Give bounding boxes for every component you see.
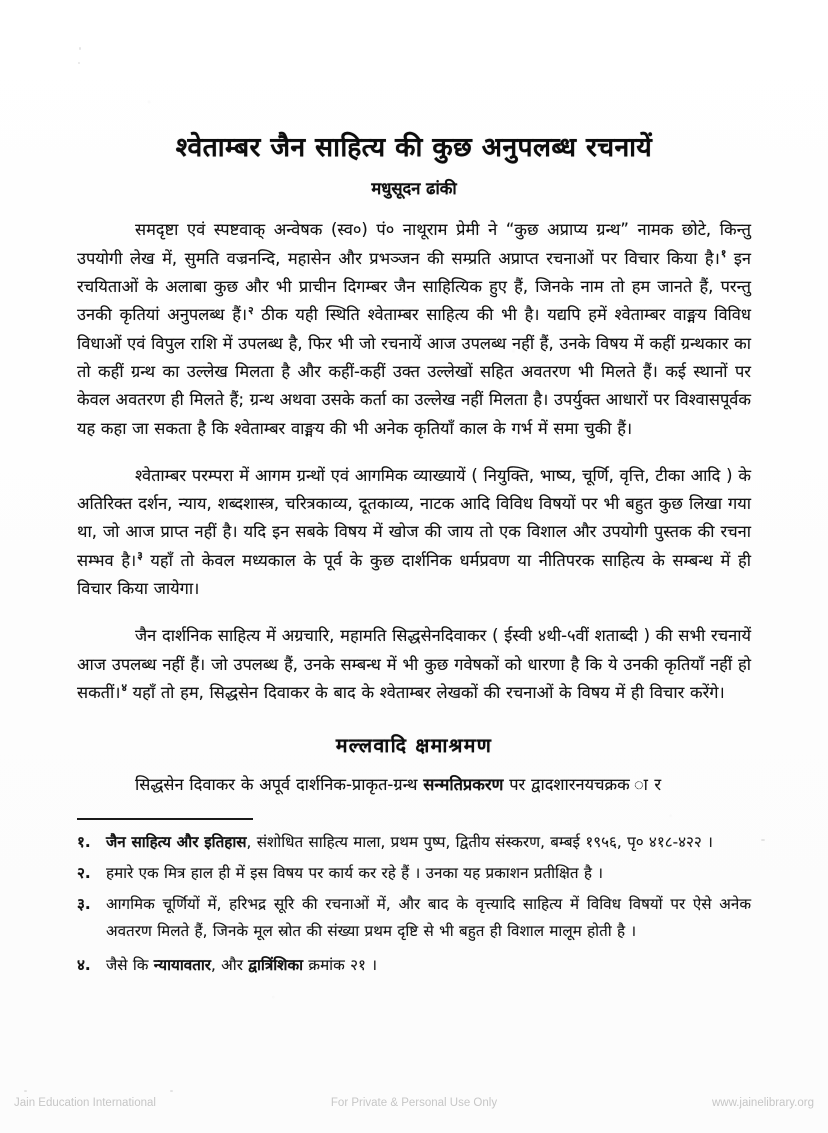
footnote-marker-3[interactable]: ३ — [137, 550, 143, 563]
footnote-4-pre: जैसे कि — [106, 956, 154, 975]
scan-speckle — [761, 839, 765, 841]
paragraph-3 — [77, 622, 751, 707]
footnote-4-mid: , और — [211, 956, 249, 975]
paragraph-3-segment-b: यहाँ तो हम, सिद्धसेन दिवाकर के बाद के श्वेताम्बर लेखकों की रचनाओं के विषय में ही विचार करेंगे। — [126, 682, 725, 702]
paragraph-1-segment-b: इन रचयिताओं के अलाबा कुछ और भी प्राचीन दिगम्बर जैन साहित्यिक हुए हैं, जिनके नाम तो हम जानते हैं, परन्तु उनकी कृतियां अनुपलब्ध हैं। — [77, 248, 751, 325]
footnote-text: हमारे एक मित्र हाल ही में इस विषय पर कार्य कर रहे हैं । उनका यह प्रकाशन प्रतीक्षित है । — [106, 863, 604, 882]
footnote-item-1 — [77, 829, 751, 855]
footnote-number: २. — [77, 863, 91, 882]
footnote-item-4 — [77, 952, 751, 978]
section-paragraph-part1: सिद्धसेन दिवाकर के अपूर्व दार्शनिक-प्राकृत-ग्रन्थ — [135, 775, 424, 795]
section-paragraph — [77, 771, 751, 799]
footnote-number: ३. — [77, 895, 91, 914]
page-title: श्वेताम्बर जैन साहित्य की कुछ अनुपलब्ध रचनायें — [175, 132, 653, 163]
footnote-text — [106, 829, 751, 855]
footnote-4-post: क्रमांक २१ । — [303, 956, 377, 975]
paragraph-2-segment-b: यहाँ तो केवल मध्यकाल के पूर्व के कुछ दार्शनिक धर्मप्रवण या नीतिपरक साहित्य के सम्बन्ध में ही विचार किया जायेगा। — [77, 550, 751, 599]
author-byline: मधुसूदन ढांकी — [371, 179, 457, 199]
section-paragraph-part2: पर द्वादशारनयचक्रक ा र — [503, 775, 662, 795]
section-heading-mallavadi: मल्लवादि क्षमाश्रमण — [335, 734, 493, 758]
footnote-item-2 — [77, 860, 751, 886]
footnote-marker-4[interactable]: ४ — [121, 682, 127, 695]
page-footer — [0, 1097, 828, 1117]
work-title-sanmatiprakarana: सन्मतिप्रकरण — [423, 775, 504, 795]
footnote-marker-2[interactable]: २ — [248, 304, 254, 317]
paragraph-1-segment-c: ठीक यही स्थिति श्वेताम्बर साहित्य की भी है। यद्यपि हमें श्वेताम्बर वाङ्मय विविध विधाओं एवं विपुल राशि में उपलब्ध है, फिर भी जो रचनायें आज उपलब्ध नहीं हैं, उनके विषय में कहीं ग्रन्थकार का तो कहीं ग्रन्थ का उल्लेख मिलता है और कहीं-कहीं उक्त उल्लेखों सहित अवतरण भी मिलते हैं। कई स्थानों पर केवल अवतरण ही मिलते हैं; ग्रन्थ अथवा उसके कर्ता का उल्लेख नहीं मिलता है। उपर्युक्त आधारों पर विश्वासपूर्वक यह कहा जा सकता है कि श्वेताम्बर वाङ्मय की भी अनेक कृतियाँ काल के गर्भ में समा चुकी हैं। — [77, 305, 751, 438]
paragraph-2 — [77, 462, 751, 603]
page-content — [77, 0, 751, 1133]
footnote-number: १. — [77, 832, 91, 851]
footer-website-link[interactable]: www.jainelibrary.org — [711, 1097, 814, 1109]
footnote-number: ४. — [77, 956, 91, 975]
paragraph-1-segment-a: समदृष्टा एवं स्पष्टवाक् अन्वेषक (स्व०) पं० नाथूराम प्रेमी ने “कुछ अप्राप्य ग्रन्थ” नामक छोटे, किन्तु उपयोगी लेख में, सुमति वज्रनन्दि, महासेन और प्रभञ्जन की सम्प्रति अप्राप्त रचनाओं पर विचार किया है। — [77, 220, 751, 268]
scan-speckle — [24, 1090, 27, 1092]
footnote-text — [106, 952, 751, 978]
footnote-text: आगमिक चूर्णियों में, हरिभद्र सूरि की रचनाओं में, और बाद के वृत्त्यादि साहित्य में विविध विषयों पर ऐसे अनेक अवतरण मिलते हैं, जिनके मूल स्रोत की संख्या प्रथम दृष्टि से भी बहुत ही विशाल मालूम होती है । — [106, 895, 751, 940]
paragraph-3-segment-a: जैन दार्शनिक साहित्य में अग्रचारि, महामति सिद्धसेनदिवाकर ( ईस्वी ४थी-५वीं शताब्दी ) की सभी रचनायें आज उपलब्ध नहीं हैं। जो उपलब्ध हैं, उनके सम्बन्ध में भी कुछ गवेषकों को धारणा है कि ये उनकी कृतियाँ नहीं हो सकतीं। — [77, 626, 751, 702]
footer-center-label: For Private & Personal Use Only — [330, 1097, 498, 1109]
work-title-nyayavatara: न्यायावतार — [153, 956, 212, 975]
paragraph-1 — [77, 216, 751, 442]
footnote-item-3 — [77, 891, 751, 944]
footnote-1-bold-title: जैन साहित्य और इतिहास — [106, 832, 247, 851]
footer-left-label: Jain Education International — [14, 1097, 156, 1109]
work-title-dvatrimshika: द्वात्रिंशिका — [248, 956, 304, 975]
body-text — [77, 199, 751, 707]
footnotes-list — [77, 820, 751, 979]
paragraph-2-segment-a: श्वेताम्बर परम्परा में आगम ग्रन्थों एवं आगमिक व्याख्यायें ( नियुक्ति, भाष्य, चूर्णि, वृत्ति, टीका आदि ) के अतिरिक्त दर्शन, न्याय, शब्दशास्त्र, चरित्रकाव्य, दूतकाव्य, नाटक आदि विविध विषयों पर भी बहुत कुछ लिखा गया था, जो आज प्राप्त नहीं है। यदि इन सबके विषय में खोज की जाय तो एक विशाल और उपयोगी पुस्तक की रचना सम्भव है। — [77, 465, 751, 570]
footnote-1-rest: , संशोधित साहित्य माला, प्रथम पुष्प, द्वितीय संस्करण, बम्बई १९५६, पृ० ४१८-४२२ । — [246, 832, 713, 851]
footnote-marker-1[interactable]: १ — [720, 248, 727, 261]
